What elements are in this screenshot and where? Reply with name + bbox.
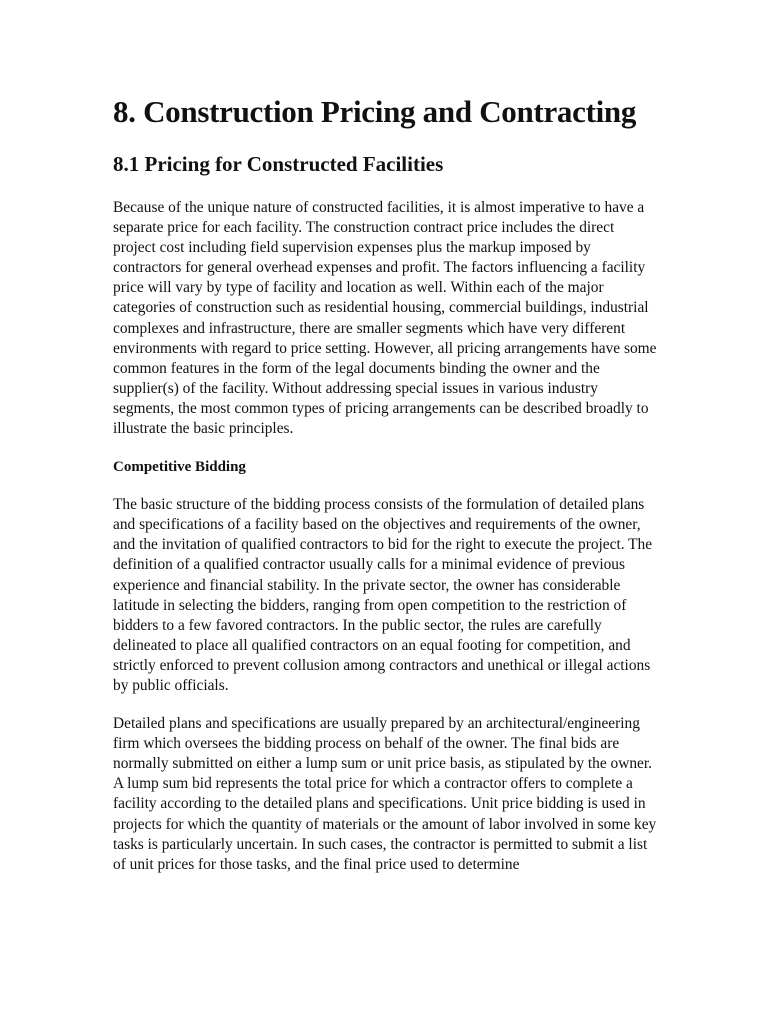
chapter-title: 8. Construction Pricing and Contracting (113, 94, 637, 129)
intro-paragraph: Because of the unique nature of constructed facilities, it is almost imperative to have a separate price for each facility. The construction contract price includes the direct project cost including field supervision expenses plus the markup imposed by contractors for general overhead expenses and profit. The factors influencing a facility price will vary by type of facility and location as well. Within each of the major categories of construction such as residential housing, commercial buildings, industrial complexes and infrastructure, there are smaller segments which have very different environments with regard to price setting. However, all pricing arrangements have some common features in the form of the legal documents binding the owner and the supplier(s) of the facility. Without addressing special issues in various industry segments, the most common types of pricing arrangements can be described broadly to illustrate the basic principles. (113, 199, 657, 438)
section-title: 8.1 Pricing for Constructed Facilities (113, 152, 444, 176)
bidding-paragraph-2: Detailed plans and specifications are usually prepared by an architectural/engineering firm which oversees the bidding process on behalf of the owner. The final bids are normally submitted on either a lump sum or unit price basis, as stipulated by the owner. A lump sum bid represents the total price for which a contractor offers to complete a facility according to the detailed plans and specifications. Unit price bidding is used in projects for which the quantity of materials or the amount of labor involved in some key tasks is particularly uncertain. In such cases, the contractor is permitted to submit a list of unit prices for those tasks, and the final price used to determine (113, 715, 657, 873)
document-page (113, 92, 658, 875)
subsection-title: Competitive Bidding (113, 459, 246, 476)
bidding-paragraph-1: The basic structure of the bidding process consists of the formulation of detailed plans and specifications of a facility based on the objectives and requirements of the owner, and the invitation of qualified contractors to bid for the right to execute the project. The definition of a qualified contractor usually calls for a minimal evidence of previous experience and financial stability. In the private sector, the owner has considerable latitude in selecting the bidders, ranging from open competition to the restriction of bidders to a few favored contractors. In the public sector, the rules are carefully delineated to place all qualified contractors on an equal footing for competition, and strictly enforced to prevent collusion among contractors and unethical or illegal actions by public officials. (113, 496, 653, 694)
